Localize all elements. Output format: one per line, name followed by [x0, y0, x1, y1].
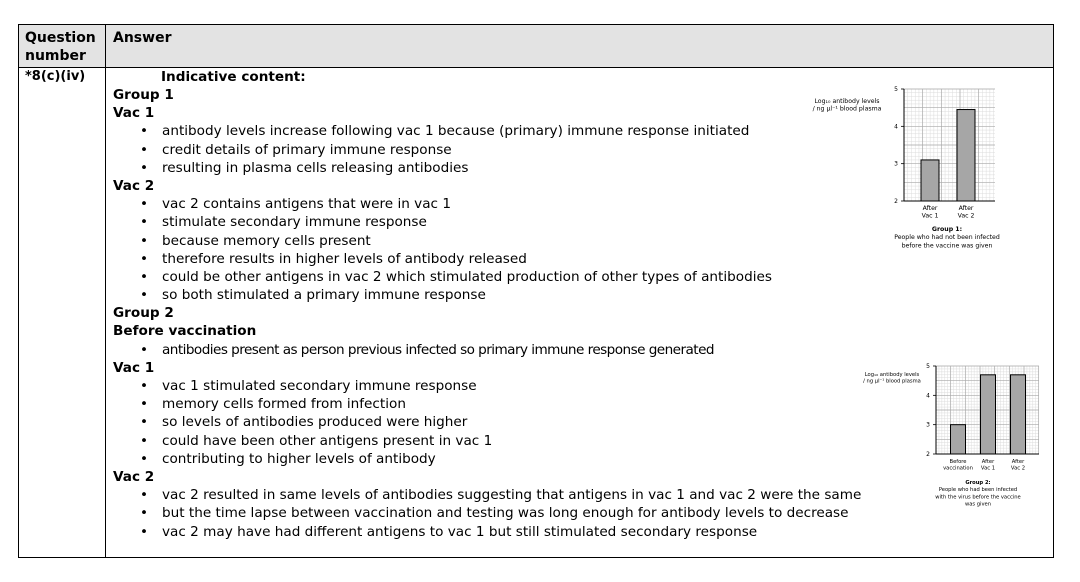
answer-content [113, 68, 862, 541]
group2-vac2-list [113, 486, 862, 541]
y-tick-label: 2 [894, 198, 898, 205]
group1-vac1-heading: Vac 1 [113, 105, 155, 122]
list-item: • because memory cells present [113, 232, 853, 250]
chart-caption-line: before the vaccine was given [901, 242, 993, 250]
list-item: • so levels of antibodies produced were higher [113, 413, 853, 431]
y-tick-label: 3 [894, 160, 898, 168]
column-divider [105, 25, 106, 557]
list-item: • credit details of primary immune response [113, 141, 853, 159]
y-tick-label: 4 [926, 392, 930, 400]
chart-caption-line: People who had been infected [938, 487, 1018, 494]
category-label: Vac 2 [957, 212, 975, 220]
bar [951, 425, 966, 454]
group1-vac1-list [113, 122, 853, 177]
list-item: • vac 2 contains antigens that were in vac 1 [113, 195, 853, 213]
group2-heading: Group 2 [113, 305, 174, 322]
list-item: • vac 2 may have had different antigens to vac 1 but still stimulated secondary response [113, 523, 853, 541]
group2-vac1-list [113, 377, 853, 468]
group1-vac2-heading: Vac 2 [113, 177, 155, 194]
chart-caption-title: Group 2: [965, 480, 991, 486]
category-label: Before [949, 459, 967, 465]
y-axis-label: / ng μl⁻¹ blood plasma [863, 378, 921, 385]
y-tick-label: 4 [894, 123, 898, 131]
chart-caption-line: People who had not been infected [894, 234, 1000, 242]
y-tick-label: 5 [894, 86, 898, 93]
group2-vac2-heading: Vac 2 [113, 468, 155, 485]
group2-chart-svg [856, 362, 1052, 512]
category-label: vaccination [943, 465, 973, 472]
category-label: After [1011, 459, 1025, 465]
group1-heading: Group 1 [113, 87, 174, 103]
bar [957, 110, 975, 201]
list-item: • therefore results in higher levels of antibody released [113, 250, 853, 268]
group1-chart-svg [806, 83, 1020, 259]
category-label: Vac 1 [980, 465, 996, 472]
category-label: After [958, 205, 974, 212]
list-item: • but the time lapse between vaccination and testing was long enough for antibody levels to decrease [113, 504, 853, 522]
group2-vac1-heading: Vac 1 [113, 359, 155, 376]
list-item: • memory cells formed from infection [113, 395, 853, 413]
category-label: Vac 2 [1010, 465, 1026, 472]
chart-caption-line: was given [964, 501, 992, 508]
y-tick-label: 5 [926, 363, 930, 370]
group2-bar-chart [856, 362, 1052, 512]
bar [981, 375, 996, 454]
chart-caption-title: Group 1: [931, 226, 963, 233]
group1-vac2-list [113, 195, 853, 304]
group2-before-list [113, 341, 853, 359]
category-label: Vac 1 [921, 212, 939, 220]
table-header-row [19, 25, 1053, 68]
y-tick-label: 3 [926, 421, 930, 429]
y-axis-label: Log₁₀ antibody levels [814, 98, 880, 105]
bar [921, 160, 939, 201]
question-number-header: Question number [25, 30, 96, 64]
list-item: • resulting in plasma cells releasing antibodies [113, 159, 853, 177]
answer-header: Answer [113, 30, 172, 46]
group1-bar-chart [806, 83, 1020, 259]
list-item: • could be other antigens in vac 2 which stimulated production of other types of antibodies [113, 268, 853, 286]
y-tick-label: 2 [926, 451, 930, 458]
list-item: • could have been other antigens present in vac 1 [113, 432, 853, 450]
chart-caption-line: with the virus before the vaccine [935, 494, 1021, 501]
list-item: • vac 1 stimulated secondary immune response [113, 377, 853, 395]
list-item: • antibodies present as person previous infected so primary immune response generated [113, 341, 853, 359]
list-item: • antibody levels increase following vac 1 because (primary) immune response initiated [113, 122, 853, 140]
group2-before-heading: Before vaccination [113, 323, 257, 340]
y-axis-label: Log₁₀ antibody levels [864, 372, 920, 378]
list-item: • vac 2 resulted in same levels of antibodies suggesting that antigens in vac 1 and vac 2 were the same [113, 486, 853, 504]
list-item: • so both stimulated a primary immune response [113, 286, 853, 304]
bar [1011, 375, 1026, 454]
list-item: • contributing to higher levels of antibody [113, 450, 853, 468]
category-label: After [922, 205, 938, 212]
category-label: After [981, 459, 995, 465]
indicative-content-heading: Indicative content: [161, 69, 306, 85]
list-item: • stimulate secondary immune response [113, 213, 853, 231]
y-axis-label: / ng μl⁻¹ blood plasma [812, 105, 882, 113]
question-number: *8(c)(iv) [25, 69, 86, 84]
